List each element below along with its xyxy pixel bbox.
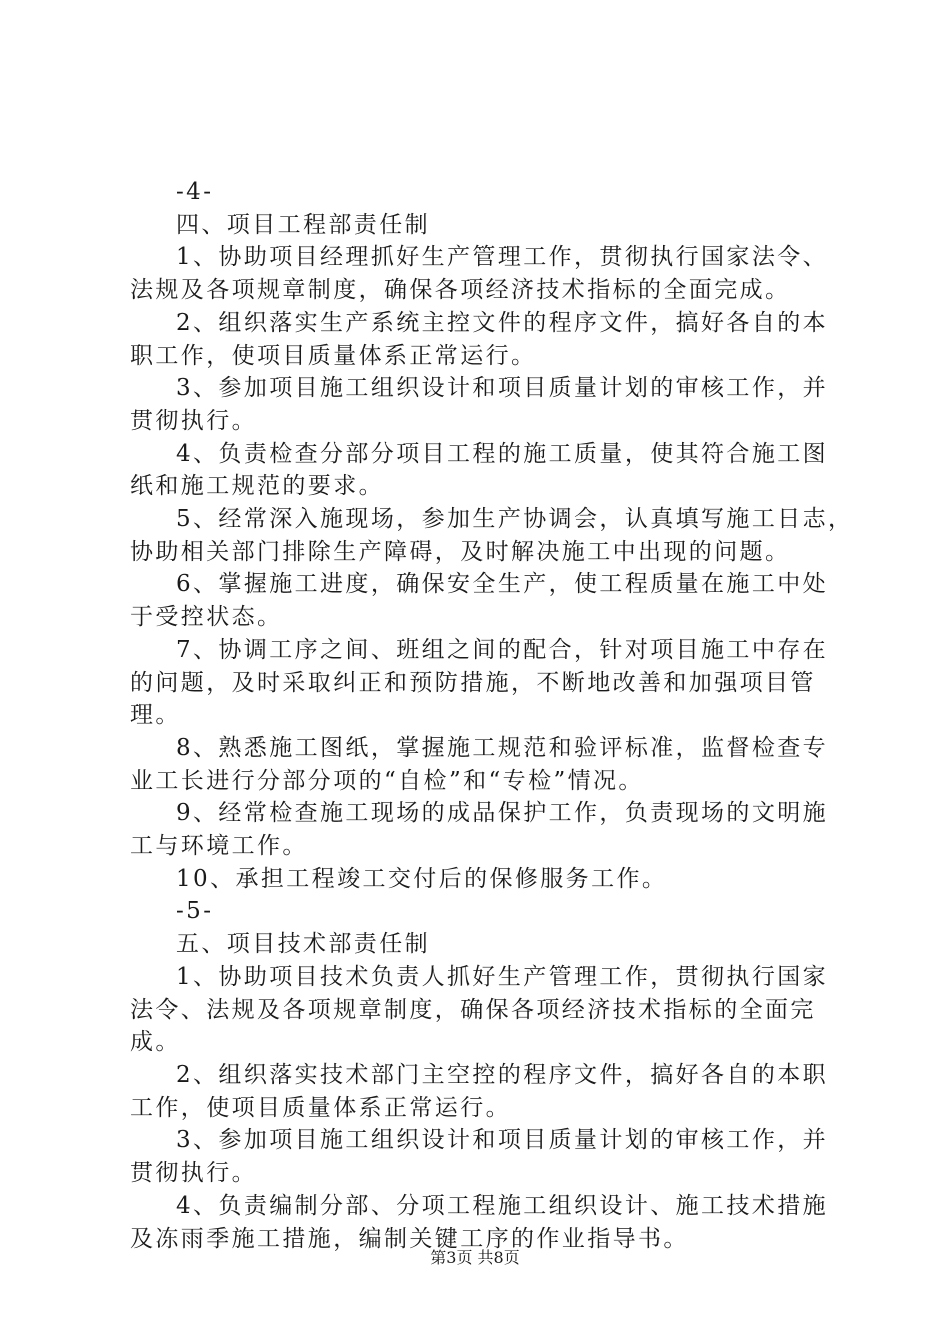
text-line: 工作，使项目质量体系正常运行。: [130, 1094, 511, 1121]
text-line: 协助相关部门排除生产障碍，及时解决施工中出现的问题。: [130, 538, 791, 565]
text-line: 3、参加项目施工组织设计和项目质量计划的审核工作，并: [176, 1127, 829, 1154]
text-line: 及冻雨季施工措施，编制关键工序的作业指导书。: [130, 1225, 689, 1252]
text-line: 8、熟悉施工图纸，掌握施工规范和验评标准，监督检查专: [176, 734, 829, 761]
text-line: 贯彻执行。: [130, 407, 257, 434]
text-line: 4、负责检查分部分项目工程的施工质量，使其符合施工图: [176, 440, 829, 467]
text-line: 纸和施工规范的要求。: [130, 473, 384, 500]
text-line: 3、参加项目施工组织设计和项目质量计划的审核工作，并: [176, 375, 829, 402]
text-line: 2、组织落实生产系统主控文件的程序文件，搞好各自的本: [176, 309, 829, 336]
text-line: 1、协助项目经理抓好生产管理工作，贯彻执行国家法令、: [176, 244, 829, 271]
text-line: 2、组织落实技术部门主空控的程序文件，搞好各自的本职: [176, 1061, 829, 1088]
text-line: 1、协助项目技术负责人抓好生产管理工作，贯彻执行国家: [176, 963, 829, 990]
text-line: 于受控状态。: [130, 604, 283, 631]
text-line: 的问题，及时采取纠正和预防措施，不断地改善和加强项目管: [130, 669, 816, 696]
text-line: 四、项目工程部责任制: [176, 211, 430, 238]
text-line: 贯彻执行。: [130, 1160, 257, 1187]
text-line: 法规及各项规章制度，确保各项经济技术指标的全面完成。: [130, 277, 791, 304]
page-number-footer: 第3页 共8页: [430, 1248, 520, 1267]
text-line: 7、协调工序之间、班组之间的配合，针对项目施工中存在: [176, 636, 829, 663]
text-line: 5、经常深入施现场，参加生产协调会，认真填写施工日志，: [176, 506, 854, 533]
text-line: 职工作，使项目质量体系正常运行。: [130, 342, 537, 369]
text-line: 10、承担工程竣工交付后的保修服务工作。: [176, 865, 668, 892]
text-line: 理。: [130, 702, 181, 729]
text-line: 工与环境工作。: [130, 833, 308, 860]
text-line: 法令、法规及各项规章制度，确保各项经济技术指标的全面完: [130, 996, 816, 1023]
text-line: 成。: [130, 1029, 181, 1056]
text-line: 9、经常检查施工现场的成品保护工作，负责现场的文明施: [176, 800, 829, 827]
text-line: 6、掌握施工进度，确保安全生产，使工程质量在施工中处: [176, 571, 829, 598]
text-line: -4-: [176, 179, 214, 205]
text-line: -5-: [176, 898, 214, 925]
text-line: 业工长进行分部分项的“自检”和“专检”情况。: [130, 767, 644, 794]
document-body: [130, 176, 854, 1255]
text-line: 五、项目技术部责任制: [176, 931, 430, 958]
text-line: 4、负责编制分部、分项工程施工组织设计、施工技术措施: [176, 1192, 829, 1219]
